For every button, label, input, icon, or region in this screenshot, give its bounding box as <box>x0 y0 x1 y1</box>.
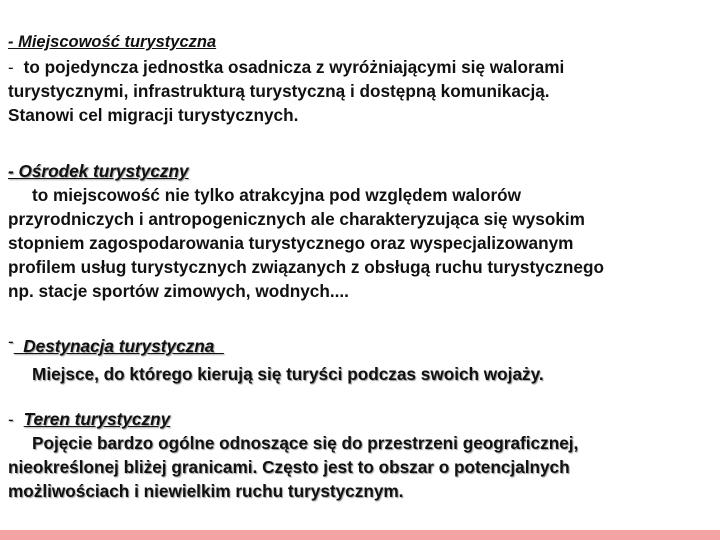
definition-text: Miejsce, do którego kierują się turyści podczas swoich wojaży. <box>32 364 544 384</box>
definition-line: Stanowi cel migracji turystycznych. <box>8 105 299 125</box>
bottom-accent-bar <box>0 530 720 540</box>
definition-line: stopniem zagospodarowania turystycznego oraz wyspecjalizowanym <box>8 233 574 253</box>
heading-text: Teren turystyczny <box>23 409 171 429</box>
definition-line <box>8 362 544 386</box>
definition-line <box>8 55 564 80</box>
heading-teren-turystyczny <box>8 407 170 432</box>
definition-text: to miejscowość nie tylko atrakcyjna pod względem walorów <box>32 185 522 205</box>
definition-line <box>8 431 578 455</box>
definition-line: turystycznymi, infrastrukturą turystyczną i dostępną komunikacją. <box>8 81 550 101</box>
bullet-dash: - <box>8 410 14 429</box>
bullet-dash: - <box>8 58 14 77</box>
heading-text: Destynacja turystyczna <box>13 336 224 356</box>
definition-line <box>8 183 521 207</box>
definition-line: np. stacje sportów zimowych, wodnych.... <box>8 281 349 301</box>
heading-destynacja-turystyczna <box>8 334 224 359</box>
bullet-dash: - <box>8 332 14 351</box>
definition-text: to pojedyncza jednostka osadnicza z wyróżniającymi się walorami <box>23 57 565 77</box>
definition-text: Pojęcie bardzo ogólne odnoszące się do przestrzeni geograficznej, <box>32 433 579 453</box>
definition-line: nieokreślonej bliżej granicami. Często jest to obszar o potencjalnych <box>8 457 570 477</box>
heading-miejscowosc-turystyczna: - Miejscowość turystyczna <box>8 33 217 51</box>
definition-line: możliwościach i niewielkim ruchu turystycznym. <box>8 481 404 501</box>
heading-osrodek-turystyczny: - Ośrodek turystyczny <box>8 161 189 181</box>
definition-line: przyrodniczych i antropogenicznych ale charakteryzująca się wysokim <box>8 209 585 229</box>
definition-line: profilem usług turystycznych związanych z obsługą ruchu turystycznego <box>8 257 604 277</box>
